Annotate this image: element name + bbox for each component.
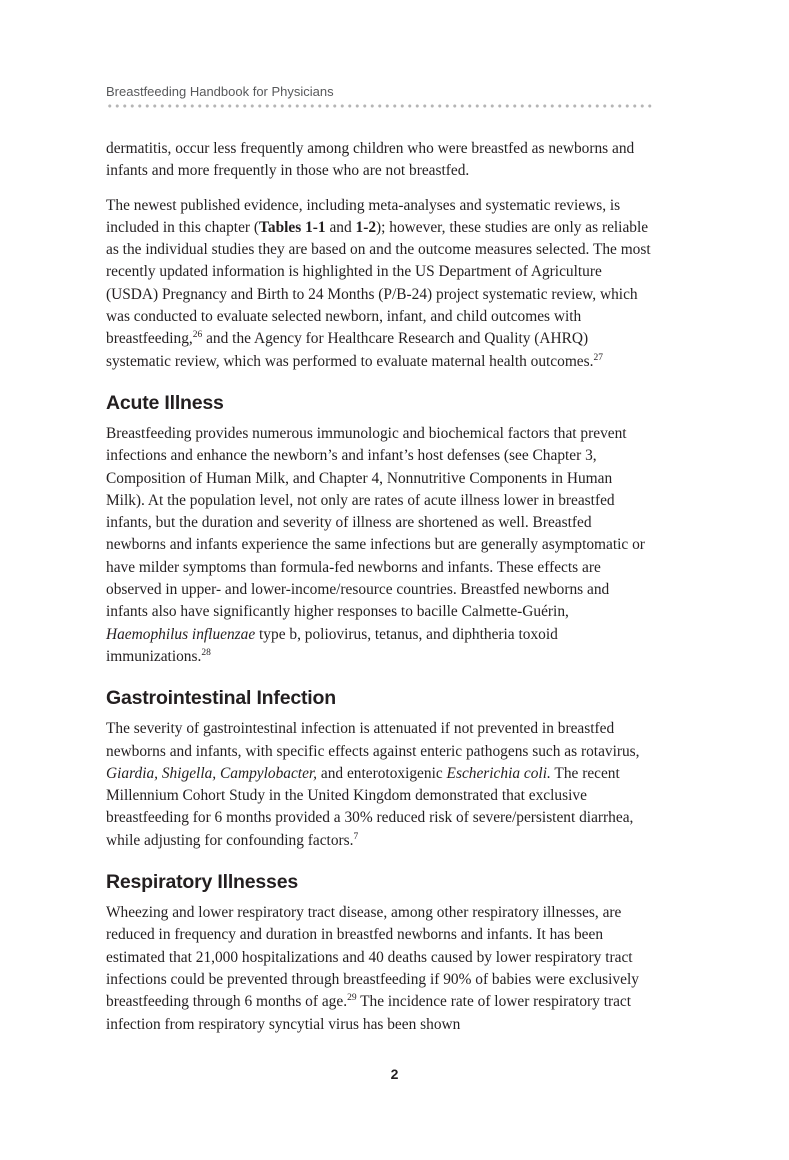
text-run: The incidence rate of lower respiratory tract infection from respiratory syncytial virus has been shown [106, 993, 632, 1033]
italic-term: Escherichia coli. [446, 764, 551, 782]
intro-paragraph-2 [106, 195, 654, 373]
text-run: Wheezing and lower respiratory tract disease, among other respiratory illnesses, are reduced in frequency and duration in breastfed newborns and infants. It has been estimated that 21,000 hospitalizations and 40 deaths caused by lower respiratory tract infections could be prevented through breastfeeding if 90% of babies were exclusively breastfeeding through 6 months of age. [106, 904, 639, 1011]
citation-27[interactable]: 27 [593, 352, 603, 363]
text-run: type b, poliovirus, tetanus, and diphtheria toxoid immunizations. [106, 625, 558, 665]
citation-26[interactable]: 26 [192, 330, 203, 341]
text-run: The newest published evidence, including meta-analyses and systematic reviews, is included in this chapter ( [106, 196, 621, 236]
section-heading-respiratory-illnesses: Respiratory Illnesses [106, 871, 298, 894]
table-ref-1-1[interactable]: Tables 1-1 [259, 218, 326, 236]
page-body [106, 138, 654, 1048]
gastrointestinal-paragraph [106, 718, 654, 852]
italic-term: Haemophilus influenzae [106, 625, 256, 643]
page-number: 2 [390, 1066, 399, 1082]
text-run: and enterotoxigenic [317, 764, 447, 782]
section-heading-acute-illness: Acute Illness [106, 391, 224, 414]
dotted-rule [106, 104, 654, 108]
text-run: ); however, these studies are only as reliable as the individual studies they are based on and the outcome measures selected. The most recently updated information is highlighted in the US Department of Agriculture (USDA) Pregnancy and Birth to 24 Months (P/B-24) project systematic review, which was conducted to evaluate selected newborn, infant, and child outcomes with breastfeeding, [106, 218, 651, 348]
text-run: and [325, 218, 356, 236]
citation-7[interactable]: 7 [353, 831, 359, 842]
section-heading-gastrointestinal-infection: Gastrointestinal Infection [106, 687, 336, 710]
running-head: Breastfeeding Handbook for Physicians [106, 84, 334, 99]
text-run: Breastfeeding provides numerous immunologic and biochemical factors that prevent infections and enhance the newborn’s and infant’s host defenses (see Chapter 3, Composition of Human Milk, and Chapter 4, Nonnutritive Components in Human Milk). At the population level, not only are rates of acute illness lower in breastfed infants, but the duration and severity of illness are shortened as well. Breastfed newborns and infants experience the same infections but are generally asymptomatic or have milder symptoms than formula-fed newborns and infants. These effects are observed in upper- and lower-income/resource countries. Breastfed newborns and infants also have significantly higher responses to bacille Calmette-Guérin, [106, 424, 645, 621]
text-run: The severity of gastrointestinal infection is attenuated if not prevented in breastfed newborns and infants, with specific effects against enteric pathogens such as rotavirus, [106, 720, 640, 760]
table-ref-1-2[interactable]: 1-2 [355, 218, 377, 236]
intro-paragraph-1: dermatitis, occur less frequently among children who were breastfed as newborns and infants and more frequently in those who are not breastfed. [106, 140, 635, 180]
italic-term: Giardia, Shigella, Campylobacter, [106, 764, 318, 782]
citation-28[interactable]: 28 [201, 647, 211, 658]
acute-illness-paragraph [106, 423, 654, 668]
respiratory-paragraph [106, 902, 654, 1036]
citation-29[interactable]: 29 [347, 993, 357, 1004]
text-run: The recent Millennium Cohort Study in the United Kingdom demonstrated that exclusive breastfeeding for 6 months provided a 30% reduced risk of severe/persistent diarrhea, while adjusting for confounding factors. [106, 764, 634, 849]
text-run: and the Agency for Healthcare Research and Quality (AHRQ) systematic review, which was performed to evaluate maternal health outcomes. [106, 330, 594, 370]
